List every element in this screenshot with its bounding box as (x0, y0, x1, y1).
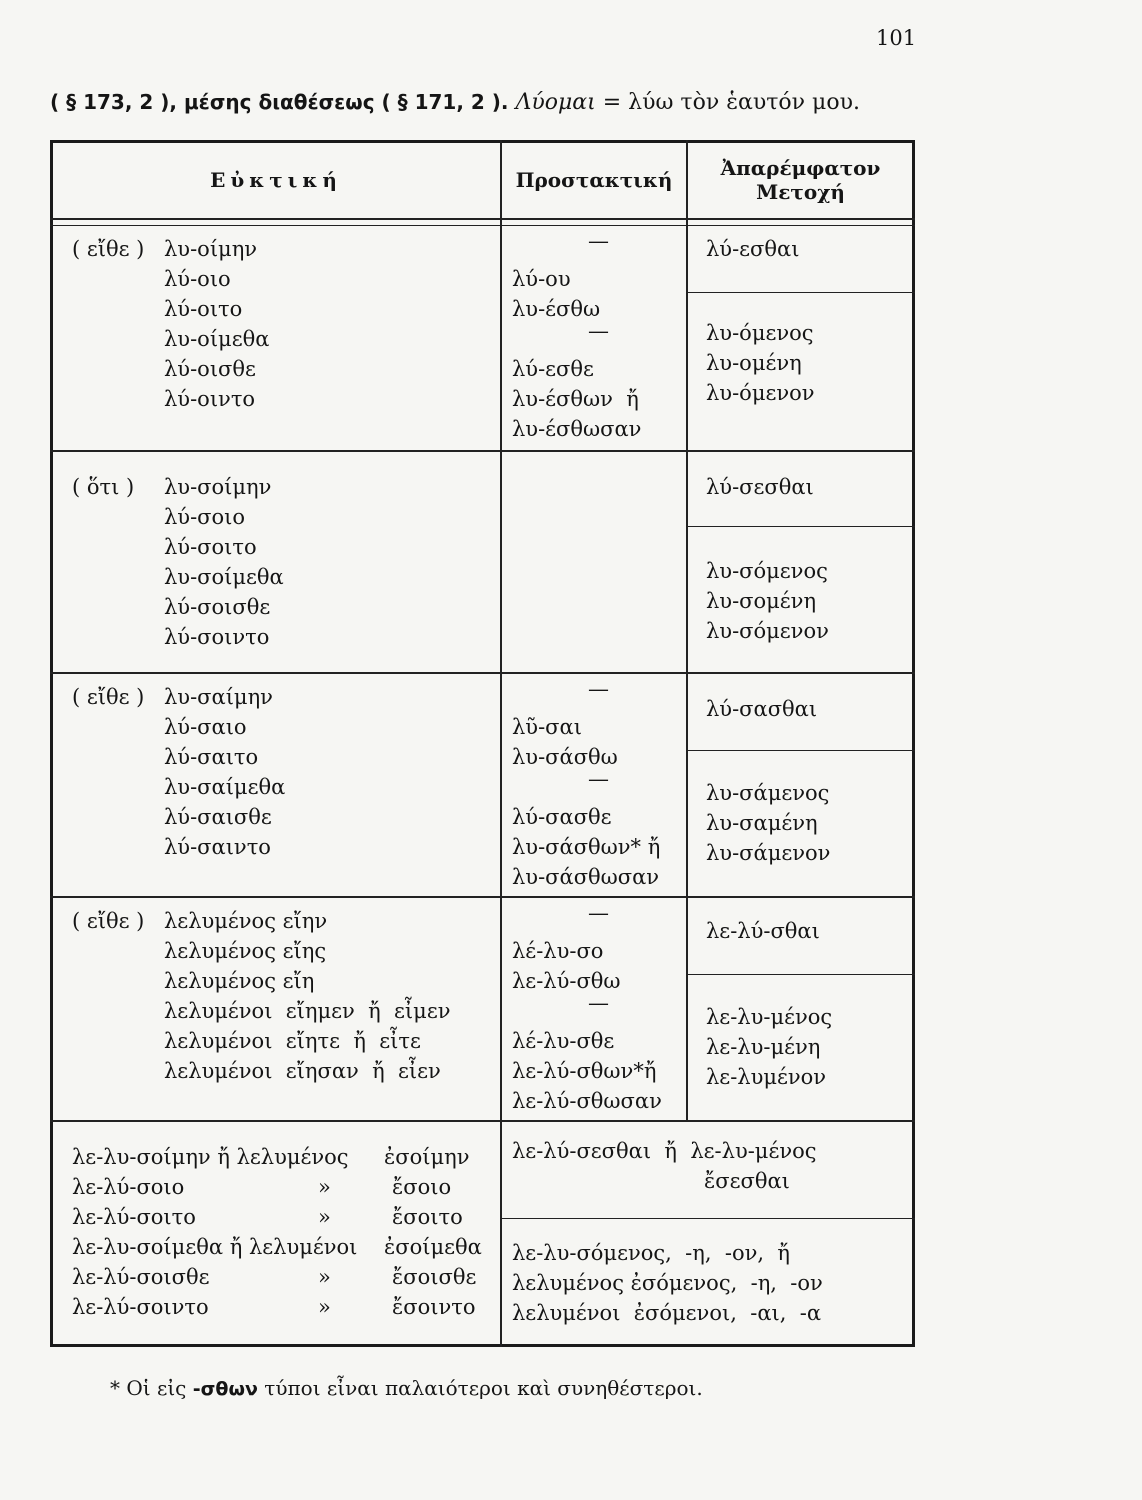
imperative-form: λυ-έσθω (512, 297, 601, 321)
ditto-mark: » (318, 1295, 331, 1319)
imperative-form: λύ-ου (512, 267, 571, 291)
footnote (110, 1376, 703, 1400)
optative-form: λελυμένος εἴην (164, 909, 328, 933)
col-divider-fut (500, 1120, 502, 1347)
inf-rule-fut (500, 1218, 915, 1219)
imperative-dash: — (588, 901, 609, 925)
optative-form: λύ-σοιντο (164, 625, 270, 649)
section-rule-4 (50, 1120, 915, 1122)
section-rule-3 (50, 896, 915, 898)
optative-form: λύ-σαισθε (164, 805, 272, 829)
optative-form: λυ-σαίμην (164, 685, 273, 709)
fut-perf-optative: λε-λύ-σοισθε (72, 1265, 210, 1289)
column-header-participle: Μετοχή (756, 180, 845, 204)
column-header-infinitive: Ἀπαρέμφατον (720, 156, 881, 180)
fut-perf-optative: λε-λυ-σοίμεθα ἤ λελυμένοι (72, 1235, 358, 1259)
infinitive-form: λύ-σεσθαι (706, 475, 814, 499)
participle-form: λε-λυμένον (706, 1065, 827, 1089)
inf-rule-1 (686, 292, 915, 293)
fut-perf-infinitive-aux: ἔσεσθαι (704, 1169, 790, 1193)
fut-perf-aux: ἔσοιντο (392, 1295, 476, 1319)
participle-form: λυ-όμενος (706, 321, 814, 345)
mood-particle: ( εἴθε ) (72, 685, 145, 709)
imperative-dash: — (588, 991, 609, 1015)
fut-perf-optative: λε-λύ-σοιτο (72, 1205, 196, 1229)
imperative-form: λυ-σάσθωσαν (512, 865, 660, 889)
optative-form: λύ-σαιο (164, 715, 247, 739)
fut-perf-participle: λελυμένοι ἐσόμενοι, -αι, -α (512, 1301, 822, 1325)
imperative-form: λυ-σάσθω (512, 745, 618, 769)
optative-form: λύ-οιτο (164, 297, 243, 321)
optative-form: λύ-σοιο (164, 505, 246, 529)
footnote-ending: -σθων (192, 1378, 258, 1400)
participle-form: λυ-ομένη (706, 351, 802, 375)
imperative-dash: — (588, 767, 609, 791)
participle-form: λυ-σάμενος (706, 781, 830, 805)
infinitive-form: λε-λύ-σθαι (706, 919, 820, 943)
heading-ref-2: ( § 171, 2 ). (374, 90, 516, 114)
fut-perf-aux: ἐσοίμην (384, 1145, 470, 1169)
imperative-form: λε-λύ-σθων*ἤ (512, 1059, 657, 1083)
column-header-imperative: Προστακτική (515, 168, 673, 192)
participle-form: λυ-σόμενος (706, 559, 828, 583)
col-divider-1 (500, 140, 502, 1120)
participle-form: λε-λυ-μένος (706, 1005, 833, 1029)
imperative-dash: — (588, 677, 609, 701)
optative-form: λελυμένος εἴης (164, 939, 327, 963)
participle-form: λυ-σομένη (706, 589, 817, 613)
optative-form: λύ-σαιτο (164, 745, 259, 769)
fut-perf-optative: λε-λύ-σοιο (72, 1175, 185, 1199)
fut-perf-participle: λελυμένος ἐσόμενος, -η, -ον (512, 1271, 823, 1295)
fut-perf-optative: λε-λυ-σοίμην ἤ λελυμένος (72, 1145, 349, 1169)
col-divider-2 (686, 140, 688, 1120)
header-rule-1 (50, 218, 915, 220)
imperative-dash: — (588, 229, 609, 253)
ditto-mark: » (318, 1265, 331, 1289)
participle-form: λυ-σαμένη (706, 811, 818, 835)
imperative-form: λυ-έσθων ἤ (512, 387, 639, 411)
optative-form: λυ-οίμεθα (164, 327, 270, 351)
infinitive-form: λύ-εσθαι (706, 237, 800, 261)
column-header-infinitive-participle (688, 142, 913, 218)
mood-particle: ( εἴθε ) (72, 237, 145, 261)
page-heading (50, 90, 860, 115)
imperative-form: λυ-σάσθων* ἤ (512, 835, 661, 859)
ditto-mark: » (318, 1205, 331, 1229)
imperative-form: λυ-έσθωσαν (512, 417, 642, 441)
inf-rule-4 (686, 974, 915, 975)
footnote-text: τύποι εἶναι παλαιότεροι καὶ συνηθέστεροι. (257, 1376, 703, 1400)
infinitive-form: λύ-σασθαι (706, 697, 818, 721)
ditto-mark: » (318, 1175, 331, 1199)
optative-form: λύ-σοιτο (164, 535, 257, 559)
participle-form: λυ-σόμενον (706, 619, 829, 643)
optative-form: λύ-οιντο (164, 387, 256, 411)
heading-voice: μέσης διαθέσεως (183, 90, 375, 114)
imperative-form: λε-λύ-σθωσαν (512, 1089, 662, 1113)
page-number: 101 (876, 26, 917, 50)
imperative-form: λύ-σασθε (512, 805, 612, 829)
optative-form: λύ-σοισθε (164, 595, 271, 619)
participle-form: λε-λυ-μένη (706, 1035, 821, 1059)
fut-perf-optative: λε-λύ-σοιντο (72, 1295, 209, 1319)
fut-perf-aux: ἐσοίμεθα (384, 1235, 482, 1259)
heading-ref-1: ( § 173, 2 ), (50, 90, 184, 114)
mood-particle: ( εἴθε ) (72, 909, 145, 933)
optative-form: λύ-οισθε (164, 357, 256, 381)
optative-form: λύ-οιο (164, 267, 231, 291)
fut-perf-aux: ἔσοιτο (392, 1205, 463, 1229)
imperative-form: λῦ-σαι (512, 715, 582, 739)
inf-rule-2 (686, 526, 915, 527)
optative-form: λύ-σαιντο (164, 835, 271, 859)
section-rule-2 (50, 672, 915, 674)
optative-form: λυ-σοίμεθα (164, 565, 284, 589)
imperative-form: λύ-εσθε (512, 357, 594, 381)
heading-verb: Λύομαι (515, 90, 596, 115)
optative-form: λελυμένοι εἴητε ἤ εἶτε (164, 1029, 421, 1053)
fut-perf-aux: ἔσοιο (392, 1175, 452, 1199)
imperative-dash: — (588, 319, 609, 343)
optative-form: λυ-σοίμην (164, 475, 272, 499)
optative-form: λυ-σαίμεθα (164, 775, 286, 799)
optative-form: λελυμένος εἴη (164, 969, 315, 993)
footnote-lead: * Οἱ εἰς (110, 1376, 193, 1400)
optative-form: λυ-οίμην (164, 237, 258, 261)
heading-gloss: = λύω τὸν ἑαυτόν μου. (595, 90, 860, 115)
imperative-form: λε-λύ-σθω (512, 969, 621, 993)
section-rule-1 (50, 450, 915, 452)
column-header-optative: Εὐκτική (210, 168, 342, 192)
participle-form: λυ-σάμενον (706, 841, 831, 865)
optative-form: λελυμένοι εἴημεν ἤ εἶμεν (164, 999, 451, 1023)
fut-perf-aux: ἔσοισθε (392, 1265, 477, 1289)
imperative-form: λέ-λυ-σο (512, 939, 604, 963)
inf-rule-3 (686, 750, 915, 751)
fut-perf-infinitive: λε-λύ-σεσθαι ἤ λε-λυ-μένος (512, 1139, 817, 1163)
optative-form: λελυμένοι εἴησαν ἤ εἶεν (164, 1059, 441, 1083)
header-rule-2 (50, 225, 915, 226)
imperative-form: λέ-λυ-σθε (512, 1029, 615, 1053)
mood-particle: ( ὅτι ) (72, 475, 135, 499)
fut-perf-participle: λε-λυ-σόμενος, -η, -ον, ἤ (512, 1241, 790, 1265)
participle-form: λυ-όμενον (706, 381, 815, 405)
